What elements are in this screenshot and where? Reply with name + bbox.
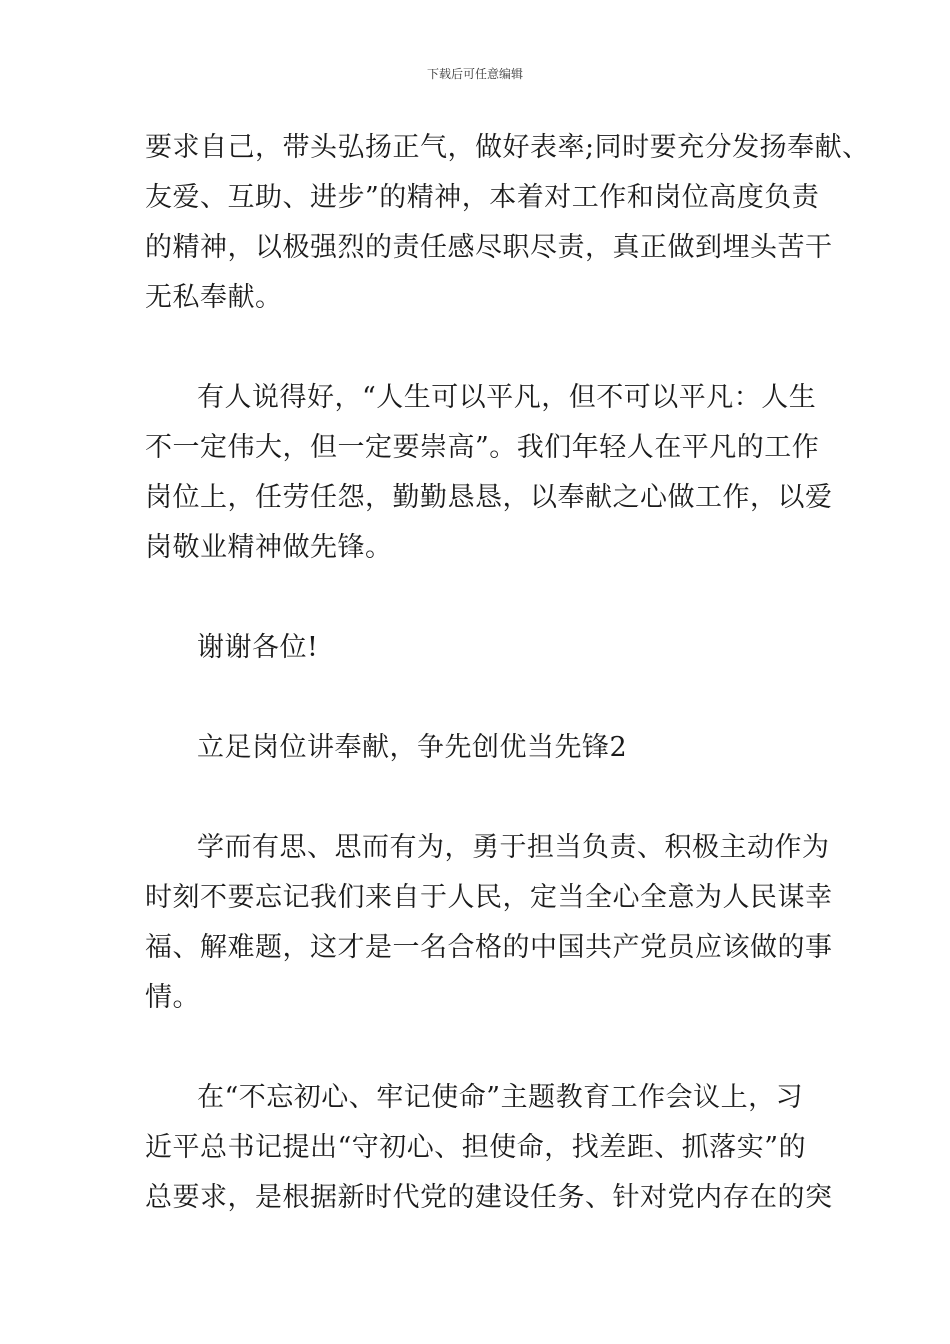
paragraph-2-line-4: 岗敬业精神做先锋。 (145, 532, 393, 563)
paragraph-1-line-1: 要求自己，带头弘扬正气，做好表率;同时要充分发扬奉献、 (145, 132, 870, 163)
paragraph-1-line-4: 无私奉献。 (145, 282, 283, 313)
paragraph-5-line-1: 学而有思、思而有为，勇于担当负责、积极主动作为 (197, 832, 830, 863)
paragraph-1-line-3: 的精神，以极强烈的责任感尽职尽责，真正做到埋头苦干 (145, 232, 833, 263)
paragraph-6-line-3: 总要求，是根据新时代党的建设任务、针对党内存在的突 (145, 1182, 833, 1213)
paragraph-5-line-3: 福、解难题，这才是一名合格的中国共产党员应该做的事 (145, 932, 833, 963)
paragraph-5-line-2: 时刻不要忘记我们来自于人民，定当全心全意为人民谋幸 (145, 882, 833, 913)
section-title: 立足岗位讲奉献，争先创优当先锋2 (197, 732, 628, 763)
paragraph-5-line-4: 情。 (145, 982, 200, 1013)
paragraph-3-line-1: 谢谢各位! (197, 632, 319, 663)
paragraph-2-line-1: 有人说得好，“人生可以平凡，但不可以平凡：人生 (197, 382, 817, 413)
paragraph-2-line-2: 不一定伟大，但一定要崇高”。我们年轻人在平凡的工作 (145, 432, 820, 463)
page-header-note: 下载后可任意编辑 (426, 67, 523, 81)
paragraph-1-line-2: 友爱、互助、进步”的精神，本着对工作和岗位高度负责 (145, 182, 820, 213)
paragraph-6-line-1: 在“不忘初心、牢记使命”主题教育工作会议上，习 (197, 1082, 804, 1113)
paragraph-2-line-3: 岗位上，任劳任怨，勤勤恳恳，以奉献之心做工作，以爱 (145, 482, 833, 513)
paragraph-6-line-2: 近平总书记提出“守初心、担使命，找差距、抓落实”的 (145, 1132, 807, 1163)
